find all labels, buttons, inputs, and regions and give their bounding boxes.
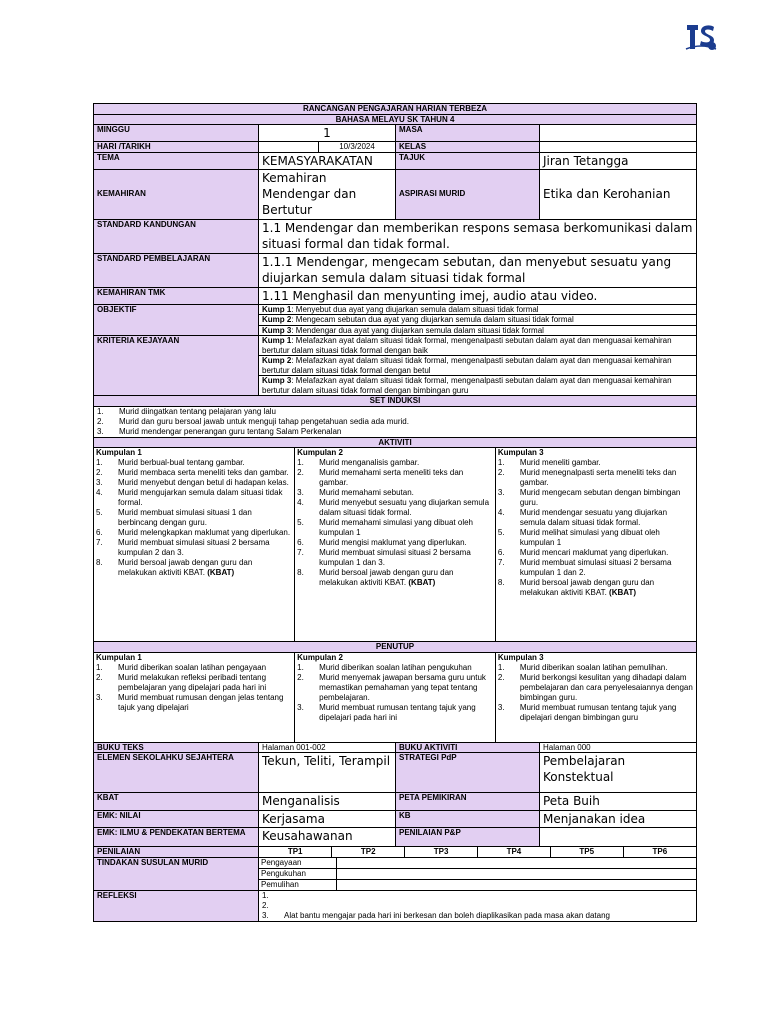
penutup-kumpulan-2	[295, 653, 496, 742]
tmk-value: 1.11 Menghasil dan menyunting imej, audio atau video.	[259, 287, 697, 304]
list-item: 7. Murid membuat simulasi situasi 2 bersama kumpulan 1 dan 3.	[297, 548, 471, 567]
list-item: 2. Murid berkongsi kesulitan yang dihadapi dalam pembelajaran dan cara penyelesaiannya dengan bimbingan guru.	[497, 672, 693, 702]
aktiviti-groups	[94, 448, 697, 642]
tp-cell: TP2	[332, 847, 405, 857]
hari-label: HARI /TARIKH	[94, 142, 259, 153]
set-induksi-list	[94, 406, 697, 437]
penutup-grid	[94, 653, 696, 742]
tp-cell: TP5	[550, 847, 623, 857]
kriteria-item: Kump 2: Melafazkan ayat dalam situasi tidak formal, mengenalpasti sebutan dalam ayat dan menguasai kemahiran bertutur dalam situasi tidak formal dengan betul	[259, 355, 696, 375]
tindakan-value	[336, 869, 696, 880]
group-title: Kumpulan 1	[96, 448, 142, 457]
elemen-value: Tekun, Teliti, Terampil	[259, 753, 396, 793]
kemahiran-value: Kemahiran Mendengar dan Bertutur	[259, 169, 396, 219]
group-items	[96, 663, 292, 713]
ilmu-value: Keusahawanan	[259, 828, 396, 847]
tajuk-value: Jiran Tetangga	[540, 152, 697, 169]
list-item: 1. Murid menganalisis gambar.	[297, 458, 420, 467]
penutup-groups	[94, 652, 697, 742]
list-item: 1. Murid berbual-bual tentang gambar.	[96, 458, 245, 467]
list-item: 1. Murid meneliti gambar.	[497, 458, 601, 467]
sk-value: 1.1 Mendengar dan memberikan respons semasa berkomunikasi dalam situasi formal dan tidak formal.	[259, 219, 697, 253]
list-item: 6. Murid mengisi maklumat yang diperlukan.	[297, 538, 467, 547]
tp-cell: TP1	[287, 847, 303, 856]
list-item: 3. Murid mengecam sebutan dengan bimbingan guru.	[497, 488, 681, 507]
tindakan-grid	[259, 858, 697, 891]
list-item: 3. Murid membuat rumusan tentang tajuk yang dipelajari dengan bimbingan guru	[497, 702, 677, 722]
school-logo	[684, 22, 718, 52]
list-item: 1. Murid diingatkan tentang pelajaran yang lalu	[97, 406, 276, 416]
set-induksi-items	[97, 407, 693, 437]
list-item: 1. Murid diberikan soalan latihan pemulihan.	[497, 662, 668, 672]
kelas-label: KELAS	[396, 142, 540, 153]
kriteria-list	[259, 336, 697, 396]
penilaian-label: PENILAIAN	[94, 847, 259, 858]
strategi-label: STRATEGI PdP	[396, 753, 540, 793]
list-item: 5. Murid melihat simulasi yang dibuat oleh kumpulan 1	[497, 528, 660, 547]
list-item: 2. Murid menyemak jawapan bersama guru untuk memastikan pemahaman yang tepat tentang pembelajaran.	[297, 672, 486, 702]
list-item: 6. Murid melengkapkan maklumat yang diperlukan.	[96, 528, 291, 537]
refleksi-items	[262, 891, 693, 921]
tp-row	[259, 847, 697, 858]
group-items	[498, 663, 694, 723]
buku-aktiviti-value: Halaman 000	[540, 742, 697, 753]
aktiviti-kumpulan-2	[295, 448, 496, 641]
buku-teks-label: BUKU TEKS	[94, 742, 259, 753]
list-item: 2. Murid memahami serta meneliti teks dan gambar.	[297, 468, 464, 487]
strategi-value: Pembelajaran Konstektual	[540, 753, 697, 793]
tp-cell: TP6	[623, 847, 696, 857]
nilai-label: EMK: NILAI	[94, 811, 259, 828]
masa-value	[540, 125, 697, 142]
tema-value: KEMASYARAKATAN	[259, 152, 396, 169]
list-item: 8. Murid bersoal jawab dengan guru dan melakukan aktiviti KBAT. (KBAT)	[297, 568, 454, 587]
tema-label: TEMA	[94, 152, 259, 169]
list-item: 3. Murid memahami sebutan.	[297, 488, 414, 497]
penutup-kumpulan-1	[94, 653, 295, 742]
list-item: 3. Alat bantu mengajar pada hari ini berkesan dan boleh diaplikasikan pada masa akan datang	[262, 911, 611, 920]
list-item: 3. Murid membuat rumusan tentang tajuk yang dipelajari pada hari ini	[297, 702, 476, 722]
list-item: 2. Murid membaca serta meneliti teks dan gambar.	[96, 468, 289, 477]
list-item: 2.	[262, 901, 269, 910]
list-item: 5. Murid membuat simulasi situasi 1 dan berbincang dengan guru.	[96, 508, 252, 527]
kbat-tag: (KBAT)	[408, 578, 436, 587]
buku-aktiviti-label: BUKU AKTIVITI	[396, 742, 540, 753]
aspirasi-label: ASPIRASI MURID	[396, 169, 540, 219]
tindakan-item: Pemulihan	[259, 880, 336, 891]
tmk-label: KEMAHIRAN TMK	[94, 287, 259, 304]
refleksi-label: REFLEKSI	[94, 891, 259, 922]
objektif-item: Kump 3: Mendengar dua ayat yang diujarkan semula dalam situasi tidak formal	[259, 325, 696, 336]
aktiviti-kumpulan-1	[94, 448, 295, 641]
tindakan-value	[336, 858, 696, 869]
minggu-label: MINGGU	[94, 125, 259, 142]
tp-grid	[259, 847, 696, 857]
kbat-tag: (KBAT)	[207, 568, 235, 577]
group-title: Kumpulan 1	[96, 652, 142, 662]
kb-label: KB	[396, 811, 540, 828]
list-item: 7. Murid membuat simulasi situasi 2 bersama kumpulan 2 dan 3.	[96, 538, 270, 557]
list-item: 5. Murid memahami simulasi yang dibuat oleh kumpulan 1	[297, 518, 474, 537]
kb-value: Menjanakan idea	[540, 811, 697, 828]
sp-value: 1.1.1 Mendengar, mengecam sebutan, dan menyebut sesuatu yang diujarkan semula dalam situasi tidak formal	[259, 253, 697, 287]
kelas-value	[540, 142, 697, 153]
list-item: 7. Murid membuat simulasi situasi 2 bersama kumpulan 1 dan 2.	[497, 558, 672, 577]
kriteria-item: Kump 1: Melafazkan ayat dalam situasi tidak formal, mengenalpasti sebutan dalam ayat dan menguasai kemahiran bertutur dalam situasi tidak formal dengan baik	[262, 336, 672, 355]
list-item: 8. Murid bersoal jawab dengan guru dan melakukan aktiviti KBAT. (KBAT)	[96, 558, 253, 577]
list-item: 2. Murid melakukan refleksi peribadi tentang pembelajaran yang dipelajari pada hari ini	[96, 672, 267, 692]
kriteria-label: KRITERIA KEJAYAAN	[94, 336, 259, 396]
refleksi-list	[259, 891, 697, 922]
document-subtitle: BAHASA MELAYU SK TAHUN 4	[94, 114, 697, 125]
kbat-value: Menganalisis	[259, 793, 396, 811]
list-item: 1. Murid diberikan soalan latihan pengukuhan	[297, 662, 472, 672]
elemen-label: ELEMEN SEKOLAHKU SEJAHTERA	[94, 753, 259, 793]
list-item: 8. Murid bersoal jawab dengan guru dan melakukan aktiviti KBAT. (KBAT)	[497, 578, 655, 597]
list-item: 1.	[262, 891, 269, 900]
list-item: 3. Murid menyebut dengan betul di hadapan kelas.	[96, 478, 289, 487]
list-item: 6. Murid mencari maklumat yang diperlukan.	[497, 548, 669, 557]
aktiviti-grid	[94, 448, 696, 641]
sp-label: STANDARD PEMBELAJARAN	[94, 253, 259, 287]
tindakan-value	[336, 880, 696, 891]
tindakan-item: Pengukuhan	[259, 869, 336, 880]
penutup-header: PENUTUP	[94, 642, 697, 653]
set-induksi-header: SET INDUKSI	[94, 396, 697, 407]
penutup-kumpulan-3	[495, 653, 696, 742]
list-item: 4. Murid mengujarkan semula dalam situasi tidak formal.	[96, 488, 283, 507]
list-item: 3. Murid membuat rumusan dengan jelas tentang tajuk yang dipelajari	[96, 692, 284, 712]
hari-blank	[259, 142, 319, 153]
group-items	[96, 458, 292, 578]
list-item: 1. Murid diberikan soalan latihan pengayaan	[96, 662, 267, 672]
aktiviti-kumpulan-3	[495, 448, 696, 641]
group-items	[297, 458, 493, 588]
penilaian-pdp-label: PENILAIAN P&P	[396, 828, 540, 847]
group-title: Kumpulan 2	[297, 448, 343, 457]
peta-label: PETA PEMIKIRAN	[396, 793, 540, 811]
kemahiran-label: KEMAHIRAN	[94, 169, 259, 219]
list-item: 4. Murid menyebut sesuatu yang diujarkan semula dalam situasi tidak formal.	[297, 498, 490, 517]
list-item: 4. Murid mendengar sesuatu yang diujarkan semula dalam situasi tidak formal.	[497, 508, 668, 527]
tajuk-label: TAJUK	[396, 152, 540, 169]
objektif-label: OBJEKTIF	[94, 304, 259, 336]
peta-value: Peta Buih	[540, 793, 697, 811]
group-title: Kumpulan 2	[297, 652, 343, 662]
ilmu-label: EMK: ILMU & PENDEKATAN BERTEMA	[94, 828, 259, 847]
group-title: Kumpulan 3	[497, 448, 544, 457]
kriteria-item: Kump 3: Melafazkan ayat dalam situasi tidak formal, mengenalpasti sebutan dalam ayat dan menguasai kemahiran bertutur dalam situasi tidak formal dengan bimbingan guru	[259, 375, 696, 395]
penilaian-pdp-value	[540, 828, 697, 847]
kbat-label: KBAT	[94, 793, 259, 811]
objektif-list	[259, 304, 697, 336]
hari-value: 10/3/2024	[319, 142, 396, 153]
list-item: 2. Murid dan guru bersoal jawab untuk menguji tahap pengetahuan sedia ada murid.	[97, 416, 409, 426]
objektif-item: Kump 1: Menyebut dua ayat yang diujarkan semula dalam situasi tidak formal	[262, 304, 539, 314]
tp-cell: TP4	[477, 847, 550, 857]
objektif-item: Kump 2: Mengecam sebutan dua ayat yang diujarkan semula dalam situasi tidak formal	[259, 314, 696, 325]
list-item: 3. Murid mendengar penerangan guru tentang Salam Perkenalan	[97, 426, 342, 436]
sk-label: STANDARD KANDUNGAN	[94, 219, 259, 253]
nilai-value: Kerjasama	[259, 811, 396, 828]
buku-teks-value: Halaman 001-002	[259, 742, 396, 753]
group-items	[498, 458, 694, 598]
tp-cell: TP3	[405, 847, 478, 857]
tindakan-item: Pengayaan	[261, 858, 302, 867]
group-title: Kumpulan 3	[497, 652, 544, 662]
kbat-tag: (KBAT)	[609, 588, 636, 597]
list-item: 2. Murid menegnalpasti serta meneliti teks dan gambar.	[497, 468, 677, 487]
aspirasi-value: Etika dan Kerohanian	[540, 169, 697, 219]
lesson-plan-table	[93, 103, 697, 922]
document-title: RANCANGAN PENGAJARAN HARIAN TERBEZA	[94, 104, 697, 115]
tindakan-table	[259, 858, 696, 890]
aktiviti-header: AKTIVITI	[94, 437, 697, 448]
group-items	[297, 663, 493, 723]
masa-label: MASA	[396, 125, 540, 142]
tindakan-label: TINDAKAN SUSULAN MURID	[94, 858, 259, 891]
minggu-value: 1	[259, 125, 396, 142]
